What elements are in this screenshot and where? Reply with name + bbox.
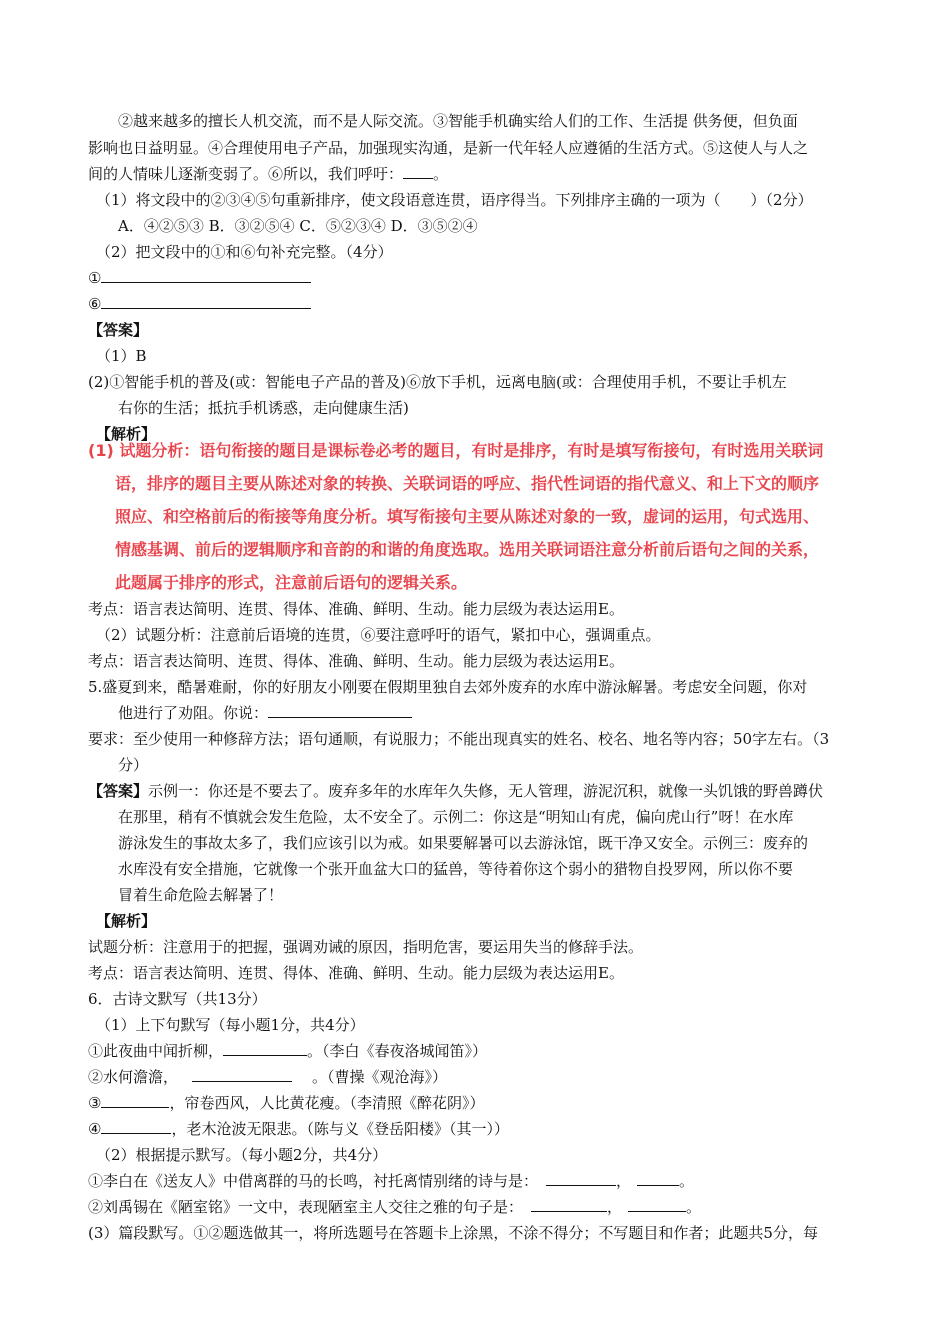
answer-blank xyxy=(223,1040,307,1056)
question-options: A．④②⑤③ B．③②⑤④ C．⑤②③④ D．③⑤②④ xyxy=(118,217,478,235)
answer-line: 水库没有安全措施，它就像一个张开血盆大口的猛兽，等待着你这个弱小的猎物自投罗网，所以你不要 xyxy=(118,860,794,878)
answer-blank xyxy=(192,1066,292,1082)
answer-blank xyxy=(101,1092,169,1108)
passage-line: 间的人情味儿逐渐变弱了。⑥所以，我们呼吁： 。 xyxy=(88,165,449,183)
answer-line: 【答案】示例一：你还是不要去了。废弃多年的水库年久失修，无人管理，游泥沉积，就像一头饥饿的野兽蹲伏 xyxy=(88,782,824,800)
answer-blank xyxy=(546,1170,616,1186)
question-title: 6．古诗文默写（共13分） xyxy=(88,990,267,1008)
answer-heading: 【答案】 xyxy=(88,321,149,339)
knowledge-point: 考点：语言表达简明、连贯、得体、准确、鲜明、生动。能力层级为表达运用E。 xyxy=(88,652,624,670)
analysis-line: （2）试题分析：注意前后语境的连贯，⑥要注意呼吁的语气，紧扣中心，强调重点。 xyxy=(96,626,661,644)
analysis-heading: 【解析】 xyxy=(96,912,157,930)
answer-line: (2)①智能手机的普及(或：智能电子产品的普及)⑥放下手机，远离电脑(或：合理使用手机，不要让手机左 xyxy=(88,373,787,391)
answer-blank xyxy=(101,293,311,309)
answer-blank xyxy=(403,163,433,179)
passage-line: 影响也日益明显。④合理使用电子产品，加强现实沟通，是新一代年轻人应遵循的生活方式。⑤这使人与人之 xyxy=(88,139,809,157)
analysis-red-line: 情感基调、前后的逻辑顺序和音韵的和谐的角度选取。选用关联词语注意分析前后语句之间的关系， xyxy=(115,540,820,559)
analysis-red-line: (1) 试题分析：语句衔接的题目是课标卷必考的题目，有时是排序，有时是填写衔接句，有时选用关联词 xyxy=(88,441,824,460)
answer-blank xyxy=(101,1118,171,1134)
answer-blank xyxy=(101,267,311,283)
question-part: （2）根据提示默写。（每小题2分，共4分） xyxy=(96,1146,388,1164)
fill-line: ①李白在《送友人》中借离群的马的长鸣，衬托离情别绪的诗与是： ， 。 xyxy=(88,1172,695,1190)
question-stem: 5.盛夏到来，酷暑难耐，你的好朋友小刚要在假期里独自去郊外废弃的水库中游泳解暑。考虑安全问题，你对 xyxy=(88,678,808,696)
fill-line: ⑥ xyxy=(88,291,868,317)
fill-line: ②刘禹锡在《陋室铭》一文中，表现陋室主人交往之雅的句子是： ， 。 xyxy=(88,1198,702,1216)
answer-line: 右你的生活；抵抗手机诱惑，走向健康生活) xyxy=(118,399,409,417)
fill-line: ① xyxy=(88,265,868,291)
analysis-heading: 【解析】 xyxy=(96,425,157,443)
question-stem: （2）把文段中的①和⑥句补充完整。（4分） xyxy=(96,243,393,261)
answer-blank xyxy=(628,1196,686,1212)
requirement-line: 分） xyxy=(118,756,149,774)
requirement-line: 要求：至少使用一种修辞方法；语句通顺，有说服力；不能出现真实的姓名、校名、地名等内容；50字左右。（3 xyxy=(88,730,830,748)
answer-blank xyxy=(531,1196,607,1212)
passage-line: ②越来越多的擅长人机交流，而不是人际交流。③智能手机确实给人们的工作、生活提 供务便，但负面 xyxy=(118,112,798,130)
fill-line: ②水何澹澹， 。（曹操《观沧海》） xyxy=(88,1068,448,1086)
fill-line: ④ ，老木沧波无限悲。（陈与义《登岳阳楼》（其一）） xyxy=(88,1120,509,1138)
question-part: （1）上下句默写（每小题1分，共4分） xyxy=(96,1016,365,1034)
fill-line: ③ ，帘卷西风，人比黄花瘦。（李清照《醉花阴》） xyxy=(88,1094,485,1112)
answer-heading: 【答案】 xyxy=(88,782,149,800)
answer-blank xyxy=(268,702,412,718)
analysis-red-line: 语，排序的题目主要从陈述对象的转换、关联词语的呼应、指代性词语的指代意义、和上下文的顺序 xyxy=(115,474,820,493)
analysis-red-line: 照应、和空格前后的衔接等角度分析。填写衔接句主要从陈述对象的一致，虚词的运用，句式选用、 xyxy=(115,507,820,526)
answer-line: （1）B xyxy=(96,347,147,365)
answer-blank xyxy=(637,1170,679,1186)
knowledge-point: 考点：语言表达简明、连贯、得体、准确、鲜明、生动。能力层级为表达运用E。 xyxy=(88,964,624,982)
answer-line: 在那里，稍有不慎就会发生危险，太不安全了。示例二：你这是“明知山有虎，偏向虎山行”呀！在水库 xyxy=(118,808,794,826)
question-part: (3）篇段默写。①②题选做其一，将所选题号在答题卡上涂黑，不涂不得分；不写题目和作者；此题共5分，每 xyxy=(88,1224,818,1242)
answer-line: 冒着生命危险去解暑了！ xyxy=(118,886,284,904)
fill-line: 他进行了劝阻。你说： xyxy=(118,700,898,726)
analysis-line: 试题分析：注意用于的把握，强调劝诫的原因，指明危害，要运用失当的修辞手法。 xyxy=(88,938,644,956)
fill-line: ①此夜曲中闻折柳， 。（李白《春夜洛城闻笛》） xyxy=(88,1042,488,1060)
question-stem: （1）将文段中的②③④⑤句重新排序，使文段语意连贯，语序得当。下列排序主确的一项为（ ）（2分） xyxy=(96,191,813,209)
analysis-red-line: 此题属于排序的形式，注意前后语句的逻辑关系。 xyxy=(115,573,468,592)
answer-line: 游泳发生的事故太多了，我们应该引以为戒。如果要解暑可以去游泳馆，既干净又安全。示例三：废弃的 xyxy=(118,834,809,852)
knowledge-point: 考点：语言表达简明、连贯、得体、准确、鲜明、生动。能力层级为表达运用E。 xyxy=(88,600,624,618)
